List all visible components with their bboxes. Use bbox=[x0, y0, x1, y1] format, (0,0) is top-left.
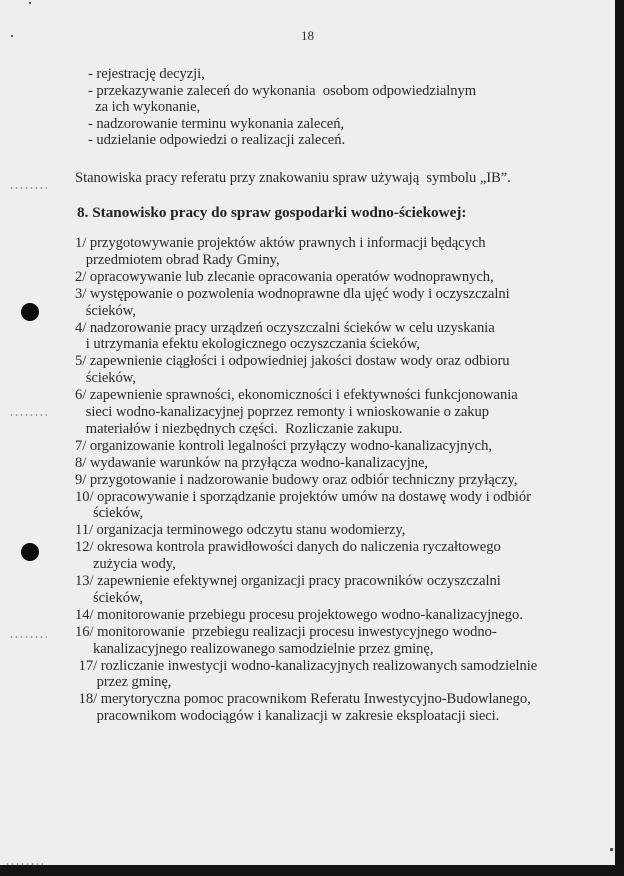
duty-item-continuation: sieci wodno-kanalizacyjnej poprzez remonty i wnioskowanie o zakup bbox=[75, 404, 490, 420]
punch-hole bbox=[21, 543, 39, 561]
duty-item: 13/ zapewnienie efektywnej organizacji pracy pracowników oczyszczalni bbox=[75, 573, 501, 589]
duty-item: 12/ okresowa kontrola prawidłowości danych do naliczenia ryczałtowego bbox=[75, 539, 501, 556]
scan-edge-right bbox=[615, 0, 624, 876]
duty-item: 11/ organizacja terminowego odczytu stanu wodomierzy, bbox=[75, 522, 406, 539]
scan-edge-bottom bbox=[0, 865, 624, 876]
duty-item-continuation: i utrzymania efektu ekologicznego oczyszczania ścieków, bbox=[75, 336, 421, 353]
duty-item-continuation: przedmiotem obrad Rady Gminy, bbox=[75, 251, 280, 268]
duty-item: 6/ zapewnienie sprawności, ekonomiczności i efektywności funkcjonowania bbox=[75, 387, 518, 404]
margin-dots bbox=[9, 414, 47, 416]
duty-item: 5/ zapewnienie ciągłości i odpowiedniej jakości dostaw wody oraz odbioru bbox=[75, 353, 510, 370]
duty-item-continuation: materiałów i niezbędnych części. Rozliczanie zakupu. bbox=[75, 420, 403, 437]
duty-item: 7/ organizowanie kontroli legalności przyłączy wodno-kanalizacyjnych, bbox=[75, 437, 492, 454]
section-heading: 8. Stanowisko pracy do spraw gospodarki wodno-ściekowej: bbox=[77, 204, 467, 221]
duty-item-continuation: ścieków, bbox=[75, 302, 136, 319]
page-number: 18 bbox=[301, 28, 314, 43]
duty-item: 14/ monitorowanie przebiegu procesu projektowego wodno-kanalizacyjnego. bbox=[75, 606, 523, 623]
margin-dots bbox=[9, 636, 47, 638]
duty-item: 2/ opracowywanie lub zlecanie opracowania operatów wodnoprawnych, bbox=[75, 268, 494, 285]
duty-item: 3/ występowanie o pozwolenia wodnoprawne dla ujęć wody i oczyszczalni bbox=[75, 285, 510, 302]
duty-item: 8/ wydawanie warunków na przyłącza wodno-kanalizacyjne, bbox=[75, 454, 429, 471]
margin-dots bbox=[9, 187, 47, 189]
intro-bullet: - nadzorowanie terminu wykonania zaleceń, bbox=[88, 115, 345, 132]
scan-speck bbox=[29, 2, 31, 4]
duty-item-continuation: ścieków, bbox=[75, 505, 144, 522]
duty-item: 16/ monitorowanie przebiegu realizacji procesu inwestycyjnego wodno- bbox=[75, 623, 497, 640]
duty-item: 10/ opracowywanie i sporządzanie projektów umów na dostawę wody i odbiór bbox=[75, 488, 531, 505]
intro-bullet-continuation: za ich wykonanie, bbox=[88, 99, 201, 116]
duty-item: 1/ przygotowywanie projektów aktów prawnych i informacji będących bbox=[75, 235, 486, 251]
duty-item-continuation: przez gminę, bbox=[75, 674, 172, 691]
duty-item: 4/ nadzorowanie pracy urządzeń oczyszczalni ścieków w celu uzyskania bbox=[75, 319, 495, 336]
intro-bullet: - udzielanie odpowiedzi o realizacji zaleceń. bbox=[88, 132, 346, 149]
scan-speck bbox=[610, 848, 613, 851]
symbol-note: Stanowiska pracy referatu przy znakowaniu spraw używają symbolu „IB”. bbox=[75, 170, 511, 186]
duty-item-continuation: ścieków, bbox=[75, 589, 144, 606]
punch-hole bbox=[21, 303, 39, 321]
duty-item-continuation: pracownikom wodociągów i kanalizacji w zakresie eksploatacji sieci. bbox=[75, 708, 500, 725]
duty-item-continuation: ścieków, bbox=[75, 370, 136, 387]
intro-bullet: - przekazywanie zaleceń do wykonania osobom odpowiedzialnym bbox=[88, 82, 477, 99]
duty-item-continuation: kanalizacyjnego realizowanego samodzielnie przez gminę, bbox=[75, 640, 434, 657]
duty-item: 17/ rozliczanie inwestycji wodno-kanalizacyjnych realizowanych samodzielnie bbox=[75, 657, 538, 674]
intro-bullet: - rejestrację decyzji, bbox=[88, 66, 205, 82]
duty-item: 9/ przygotowanie i nadzorowanie budowy oraz odbiór techniczny przyłączy, bbox=[75, 471, 518, 488]
duty-item-continuation: zużycia wody, bbox=[75, 556, 176, 573]
duty-item: 18/ merytoryczna pomoc pracownikom Referatu Inwestycyjno-Budowlanego, bbox=[75, 691, 531, 708]
